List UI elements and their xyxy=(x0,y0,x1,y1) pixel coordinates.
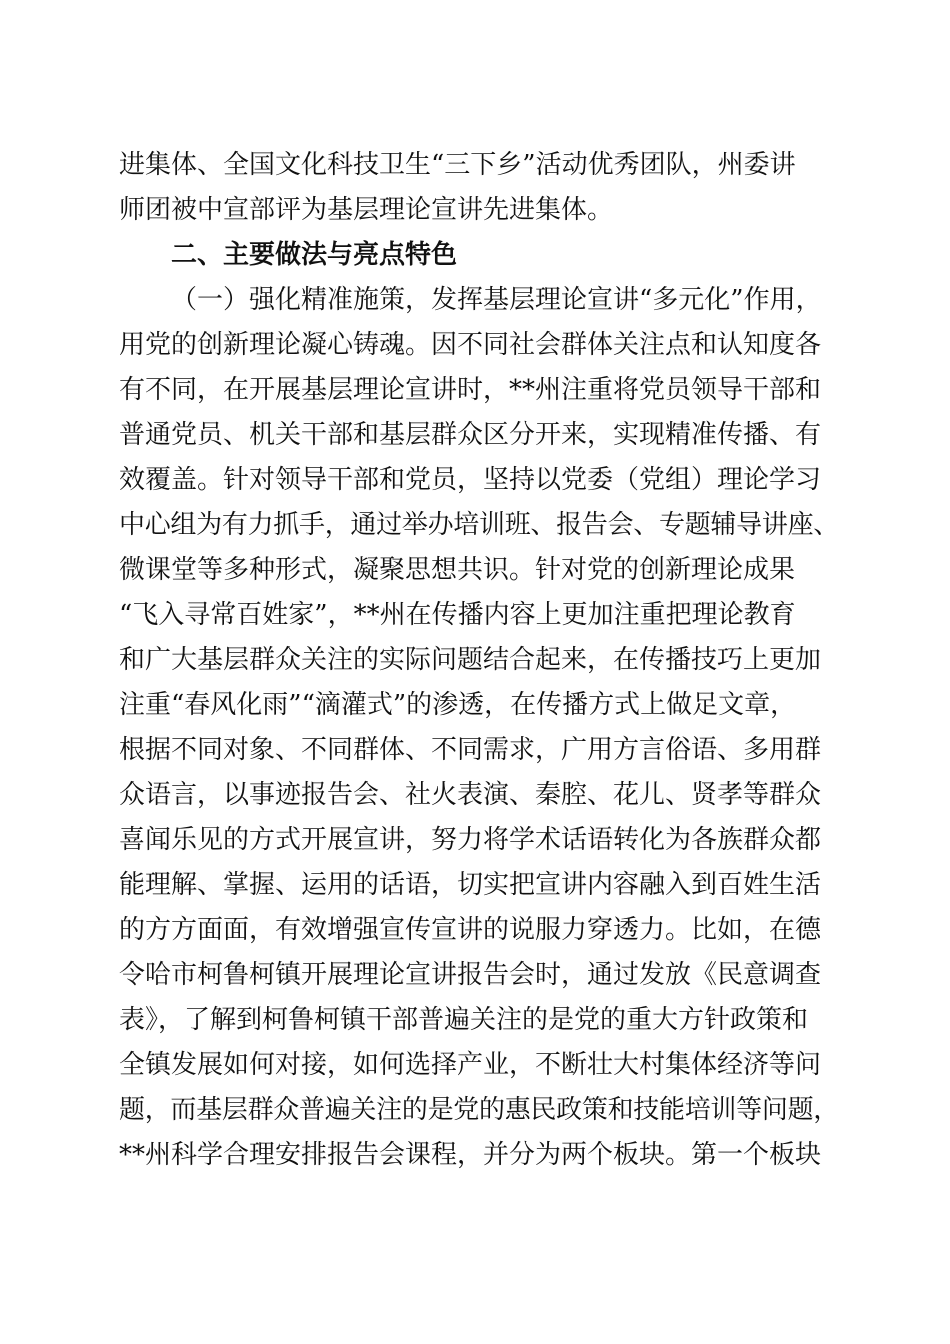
body-text-line: 微课堂等多种形式，凝聚思想共识。针对党的创新理论成果 xyxy=(119,555,796,585)
body-text-line: 和广大基层群众关注的实际问题结合起来，在传播技巧上更加 xyxy=(119,645,822,675)
body-text-line: 能理解、掌握、运用的话语，切实把宣讲内容融入到百姓生活 xyxy=(119,870,822,900)
body-text-line: 中心组为有力抓手，通过举办培训班、报告会、专题辅导讲座、 xyxy=(119,510,840,540)
body-text-line: 表》，了解到柯鲁柯镇干部普遍关注的是党的重大方针政策和 xyxy=(119,1005,809,1035)
body-text-line: “飞入寻常百姓家”，**州在传播内容上更加注重把理论教育 xyxy=(119,600,796,630)
body-text-line: 根据不同对象、不同群体、不同需求，广用方言俗语、多用群 xyxy=(119,735,822,765)
body-text-line: 众语言，以事迹报告会、社火表演、秦腔、花儿、贤孝等群众 xyxy=(119,780,822,810)
body-text-line: **州科学合理安排报告会课程，并分为两个板块。第一个板块 xyxy=(119,1140,822,1170)
body-text-line: 有不同，在开展基层理论宣讲时，**州注重将党员领导干部和 xyxy=(119,375,822,405)
body-text-line: 全镇发展如何对接，如何选择产业，不断壮大村集体经济等问 xyxy=(119,1050,822,1080)
body-text-line: 进集体、全国文化科技卫生“三下乡”活动优秀团队，州委讲 xyxy=(119,150,796,180)
body-text-line: 令哈市柯鲁柯镇开展理论宣讲报告会时，通过发放《民意调查 xyxy=(119,960,822,990)
body-text-line: 题，而基层群众普遍关注的是党的惠民政策和技能培训等问题， xyxy=(119,1095,840,1125)
subsection-heading-line: （一）强化精准施策，发挥基层理论宣讲“多元化”作用， xyxy=(171,285,822,315)
body-text-line: 喜闻乐见的方式开展宣讲，努力将学术话语转化为各族群众都 xyxy=(119,825,822,855)
body-text-line: 效覆盖。针对领导干部和党员，坚持以党委（党组）理论学习 xyxy=(119,465,822,495)
section-heading: 二、主要做法与亮点特色 xyxy=(171,240,458,270)
body-text-line: 师团被中宣部评为基层理论宣讲先进集体。 xyxy=(119,195,614,225)
body-text-line: 普通党员、机关干部和基层群众区分开来，实现精准传播、有 xyxy=(119,420,822,450)
body-text-line: 注重“春风化雨”“滴灌式”的渗透，在传播方式上做足文章， xyxy=(119,690,797,720)
body-text-line: 的方方面面，有效增强宣传宣讲的说服力穿透力。比如，在德 xyxy=(119,915,822,945)
body-text-line: 用党的创新理论凝心铸魂。因不同社会群体关注点和认知度各 xyxy=(119,330,822,360)
